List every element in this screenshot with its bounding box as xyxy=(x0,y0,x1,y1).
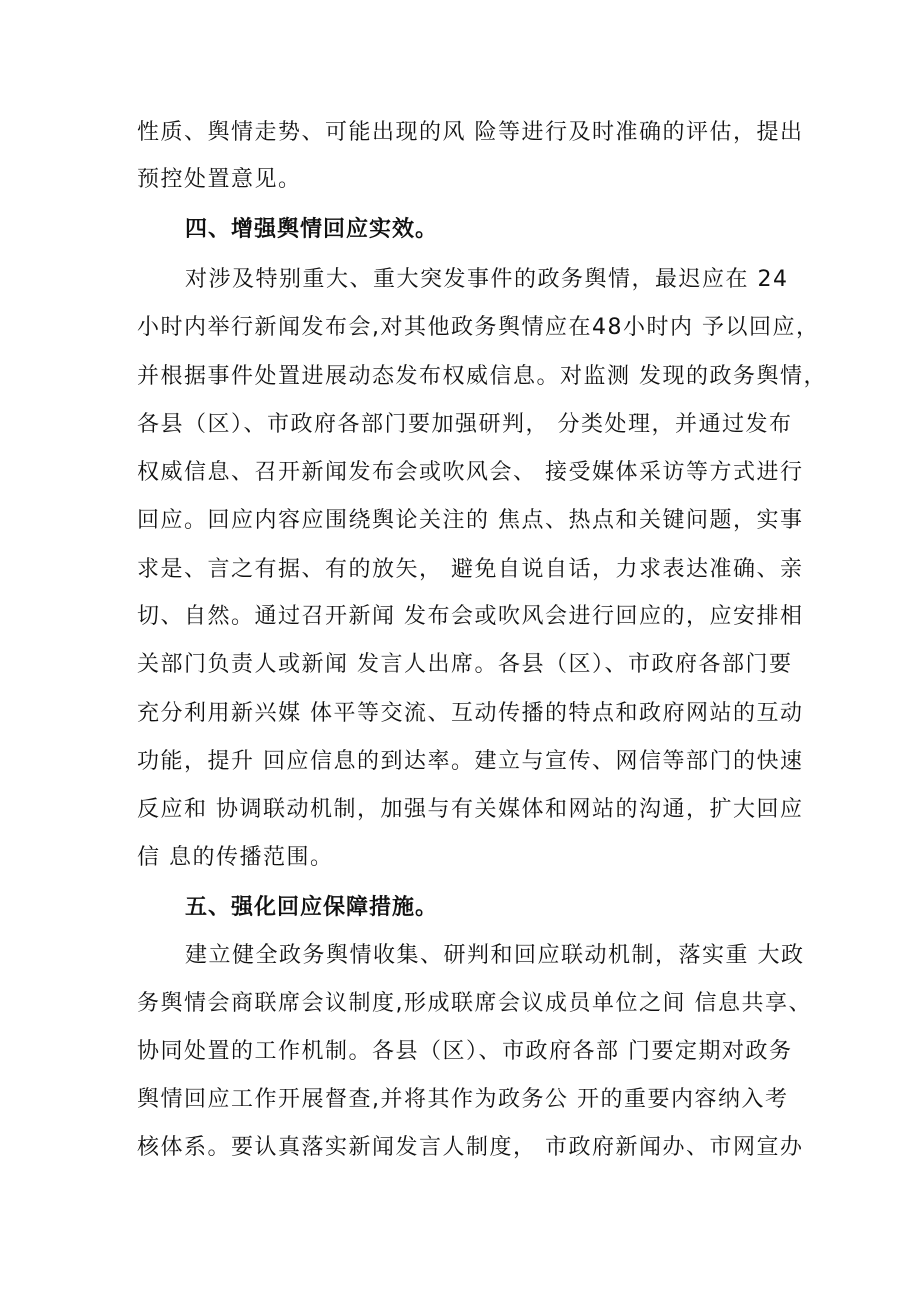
paragraph-line: 信 息的传播范围。 xyxy=(137,845,334,870)
paragraph-line: 务舆情会商联席会议制度,形成联席会议成员单位之间 信息共享、 xyxy=(137,991,812,1016)
section-heading-four: 四、增强舆情回应实效。 xyxy=(185,217,439,242)
paragraph-line: 小时内举行新闻发布会,对其他政务舆情应在48小时内 予以回应， xyxy=(137,315,820,340)
paragraph-line: 功能，提升 回应信息的到达率。建立与宣传、网信等部门的快速 xyxy=(137,749,804,774)
paragraph-line: 建立健全政务舆情收集、研判和回应联动机制，落实重 大政 xyxy=(185,943,805,968)
paragraph-line: 各县（区）、市政府各部门要加强研判， 分类处理，并通过发布 xyxy=(137,412,793,437)
paragraph-line: 对涉及特别重大、重大突发事件的政务舆情，最迟应在 24 xyxy=(185,267,789,292)
section-heading-five: 五、强化回应保障措施。 xyxy=(185,895,439,920)
paragraph-line: 切、自然。通过召开新闻 发布会或吹风会进行回应的，应安排相 xyxy=(137,604,804,629)
paragraph-line: 预控处置意见。 xyxy=(137,167,302,192)
paragraph-line: 充分利用新兴媒 体平等交流、互动传播的特点和政府网站的互动 xyxy=(137,701,804,726)
paragraph-line: 舆情回应工作开展督查,并将其作为政务公 开的重要内容纳入考 xyxy=(137,1087,789,1112)
paragraph-line: 回应。回应内容应围绕舆论关注的 焦点、热点和关键问题，实事 xyxy=(137,508,804,533)
paragraph-line: 性质、舆情走势、可能出现的风 险等进行及时准确的评估，提出 xyxy=(137,120,804,145)
paragraph-line: 核体系。要认真落实新闻发言人制度， 市政府新闻办、市网宣办 xyxy=(137,1135,804,1160)
paragraph-line: 关部门负责人或新闻 发言人出席。各县（区）、市政府各部门要 xyxy=(137,652,793,677)
paragraph-line: 协同处置的工作机制。各县（区）、市政府各部 门要定期对政务 xyxy=(137,1039,793,1064)
paragraph-line: 并根据事件处置进展动态发布权威信息。对监测 发现的政务舆情， xyxy=(137,364,827,389)
paragraph-line: 权威信息、召开新闻发布会或吹风会、 接受媒体采访等方式进行 xyxy=(137,460,804,485)
paragraph-line: 求是、言之有据、有的放矢， 避免自说自话，力求表达准确、亲 xyxy=(137,557,804,582)
paragraph-line: 反应和 协调联动机制，加强与有关媒体和网站的沟通，扩大回应 xyxy=(137,797,804,822)
